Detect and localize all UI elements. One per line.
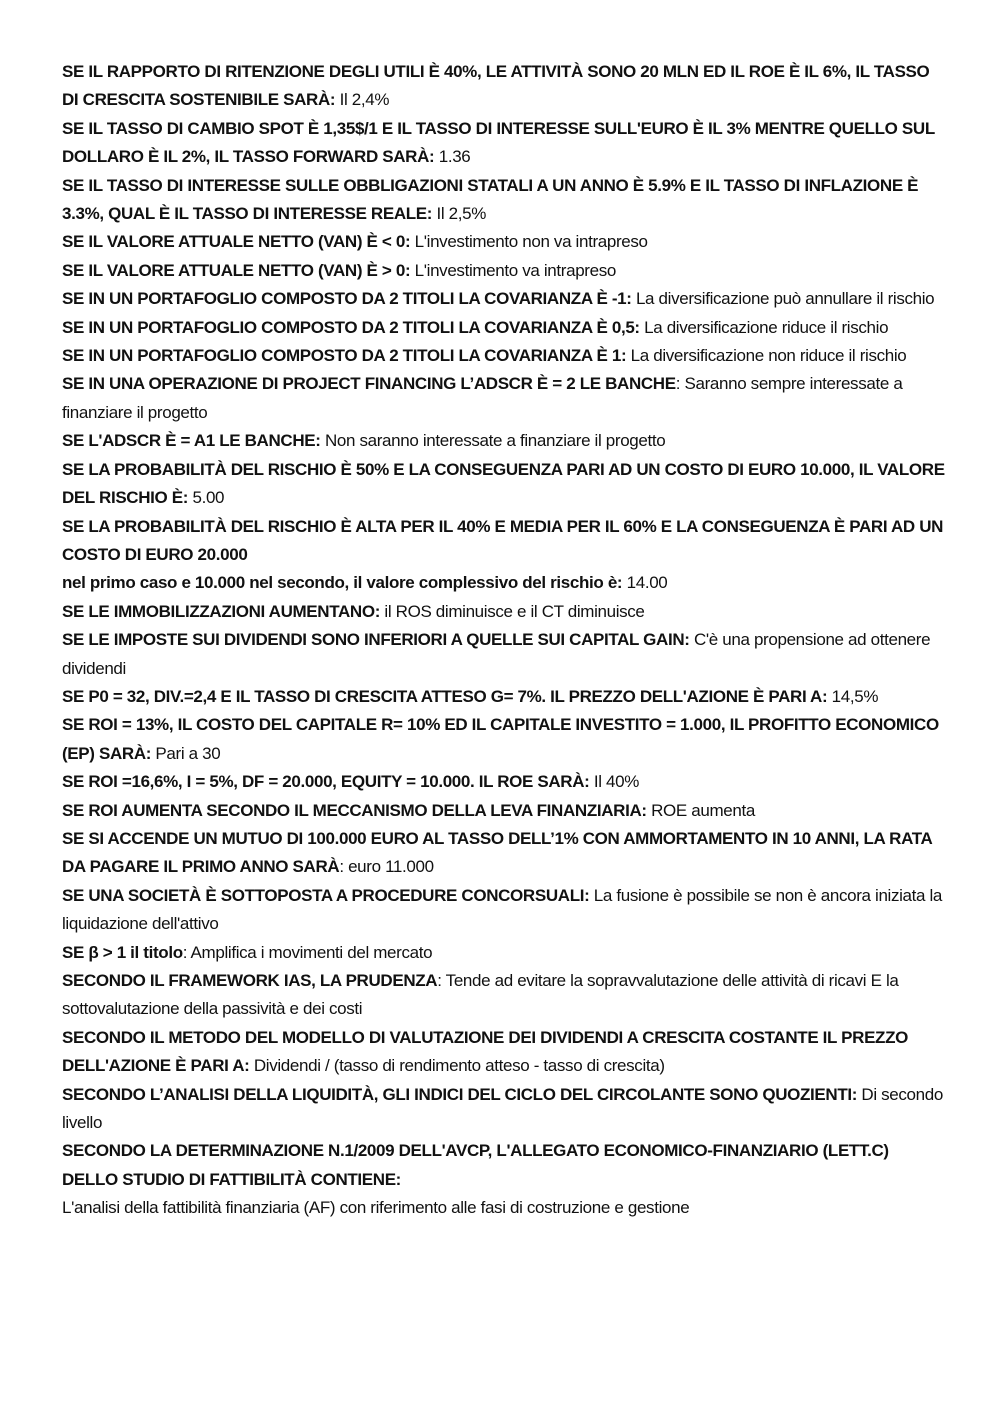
question-text: SE UNA SOCIETÀ È SOTTOPOSTA A PROCEDURE CONCORSUALI:	[62, 885, 590, 905]
question-text: SE IN UN PORTAFOGLIO COMPOSTO DA 2 TITOLI LA COVARIANZA È 0,5:	[62, 317, 640, 337]
question-text: SE SI ACCENDE UN MUTUO DI 100.000 EURO AL TASSO DELL’1% CON AMMORTAMENTO IN 10 ANNI, LA RATA DA PAGARE IL PRIMO ANNO SARÀ	[62, 828, 932, 877]
question-text: SE IN UN PORTAFOGLIO COMPOSTO DA 2 TITOLI LA COVARIANZA È -1:	[62, 289, 632, 309]
answer-text: 1.36	[434, 147, 471, 167]
question-text: SE LE IMPOSTE SUI DIVIDENDI SONO INFERIORI A QUELLE SUI CAPITAL GAIN:	[62, 630, 690, 650]
answer-text: : Amplifica i movimenti del mercato	[182, 942, 433, 962]
qa-item	[62, 285, 947, 313]
answer-text: Di secondo livello	[62, 1084, 943, 1133]
answer-text: Il 2,4%	[335, 90, 390, 110]
qa-item	[62, 569, 947, 597]
question-text: nel primo caso e 10.000 nel secondo, il valore complessivo del rischio è:	[62, 573, 623, 593]
question-text: SE ROI = 13%, IL COSTO DEL CAPITALE R= 10% ED IL CAPITALE INVESTITO = 1.000, IL PROFITTO ECONOMICO (EP) SARÀ:	[62, 715, 939, 763]
qa-item	[62, 882, 947, 939]
answer-text: C'è una propensione ad ottenere dividendi	[62, 630, 931, 678]
question-text: SE LE IMMOBILIZZAZIONI AUMENTANO:	[62, 601, 381, 621]
answer-text: Non saranno interessate a finanziare il progetto	[320, 431, 666, 451]
answer-text: : Tende ad evitare la sopravvalutazione delle attività di ricavi E la sottovalutazione della passività e dei costi	[62, 971, 899, 1019]
qa-item	[62, 711, 947, 768]
answer-text: La diversificazione riduce il rischio	[639, 317, 889, 337]
question-text: SE IN UN PORTAFOGLIO COMPOSTO DA 2 TITOLI LA COVARIANZA È 1:	[62, 346, 627, 366]
question-text: SE IL RAPPORTO DI RITENZIONE DEGLI UTILI È 40%, LE ATTIVITÀ SONO 20 MLN ED IL ROE È IL 6%, IL TASSO DI CRESCITA SOSTENIBILE SARÀ:	[62, 62, 930, 110]
question-text: SE β > 1 il titolo	[62, 942, 183, 962]
answer-text: Dividendi / (tasso di rendimento atteso - tasso di crescita)	[249, 1056, 665, 1076]
answer-text: Il 40%	[589, 772, 640, 792]
question-text: SE IL TASSO DI CAMBIO SPOT È 1,35$/1 E IL TASSO DI INTERESSE SULL'EURO È IL 3% MENTRE QUELLO SUL DOLLARO È IL 2%, IL TASSO FORWARD SARÀ:	[62, 118, 935, 167]
qa-item	[62, 370, 947, 427]
answer-text: Il 2,5%	[432, 204, 487, 224]
qa-item	[62, 58, 947, 115]
qa-item	[62, 115, 947, 172]
answer-text: : euro 11.000	[339, 857, 434, 877]
qa-item	[62, 314, 947, 342]
answer-text: 14,5%	[827, 686, 879, 706]
question-text: SE IL VALORE ATTUALE NETTO (VAN) È < 0:	[62, 232, 411, 252]
qa-item	[62, 1137, 947, 1194]
qa-item	[62, 683, 947, 711]
answer-text: Pari a 30	[151, 743, 221, 763]
question-text: SECONDO LA DETERMINAZIONE N.1/2009 DELL'AVCP, L'ALLEGATO ECONOMICO-FINANZIARIO (LETT.C) DELLO STUDIO DI FATTIBILITÀ CONTIENE:	[62, 1141, 889, 1189]
answer-text: : Saranno sempre interessate a finanziare il progetto	[62, 374, 903, 422]
qa-item	[62, 967, 947, 1024]
qa-item	[62, 456, 947, 513]
qa-item	[62, 1194, 947, 1222]
qa-item	[62, 427, 947, 455]
question-text: SE IN UNA OPERAZIONE DI PROJECT FINANCING L’ADSCR È = 2 LE BANCHE	[62, 374, 676, 394]
qa-item	[62, 768, 947, 796]
answer-text: La diversificazione può annullare il rischio	[631, 289, 935, 309]
question-text: SECONDO IL METODO DEL MODELLO DI VALUTAZIONE DEI DIVIDENDI A CRESCITA COSTANTE IL PREZZO DELL'AZIONE È PARI A:	[62, 1027, 908, 1076]
question-text: SE IL VALORE ATTUALE NETTO (VAN) È > 0:	[62, 260, 411, 280]
qa-item	[62, 228, 947, 256]
question-text: SE ROI AUMENTA SECONDO IL MECCANISMO DELLA LEVA FINANZIARIA:	[62, 800, 647, 820]
qa-item	[62, 797, 947, 825]
question-text: SE LA PROBABILITÀ DEL RISCHIO È ALTA PER IL 40% E MEDIA PER IL 60% E LA CONSEGUENZA È PARI AD UN COSTO DI EURO 20.000	[62, 516, 944, 564]
qa-item	[62, 342, 947, 370]
qa-item	[62, 939, 947, 967]
question-text: SE LA PROBABILITÀ DEL RISCHIO È 50% E LA CONSEGUENZA PARI AD UN COSTO DI EURO 10.000, IL VALORE DEL RISCHIO È:	[62, 459, 945, 508]
question-text: SE IL TASSO DI INTERESSE SULLE OBBLIGAZIONI STATALI A UN ANNO È 5.9% E IL TASSO DI INFLAZIONE È 3.3%, QUAL È IL TASSO DI INTERESSE REALE:	[62, 175, 919, 224]
qa-item	[62, 1024, 947, 1081]
question-text: SECONDO IL FRAMEWORK IAS, LA PRUDENZA	[62, 971, 438, 990]
answer-text: il ROS diminuisce e il CT diminuisce	[380, 601, 645, 621]
qa-item	[62, 1081, 947, 1138]
question-text: SECONDO L’ANALISI DELLA LIQUIDITÀ, GLI INDICI DEL CICLO DEL CIRCOLANTE SONO QUOZIENTI:	[62, 1084, 858, 1104]
qa-item	[62, 257, 947, 285]
answer-text: L'analisi della fattibilità finanziaria (AF) con riferimento alle fasi di costruzione e gestione	[62, 1198, 690, 1218]
qa-item	[62, 598, 947, 626]
document-body	[62, 58, 947, 1223]
qa-item	[62, 626, 947, 683]
question-text: SE L'ADSCR È = A1 LE BANCHE:	[62, 431, 321, 451]
answer-text: La diversificazione non riduce il rischio	[626, 346, 907, 366]
answer-text: ROE aumenta	[646, 800, 755, 820]
answer-text: La fusione è possibile se non è ancora iniziata la liquidazione dell'attivo	[62, 885, 943, 934]
answer-text: 14.00	[622, 573, 668, 593]
qa-item	[62, 513, 947, 570]
qa-item	[62, 172, 947, 229]
question-text: SE P0 = 32, DIV.=2,4 E IL TASSO DI CRESCITA ATTESO G= 7%. IL PREZZO DELL'AZIONE È PARI A:	[62, 686, 828, 706]
answer-text: L'investimento non va intrapreso	[410, 232, 648, 252]
qa-item	[62, 825, 947, 882]
answer-text: 5.00	[188, 488, 225, 508]
answer-text: L'investimento va intrapreso	[410, 260, 616, 280]
question-text: SE ROI =16,6%, I = 5%, DF = 20.000, EQUITY = 10.000. IL ROE SARÀ:	[62, 772, 590, 792]
